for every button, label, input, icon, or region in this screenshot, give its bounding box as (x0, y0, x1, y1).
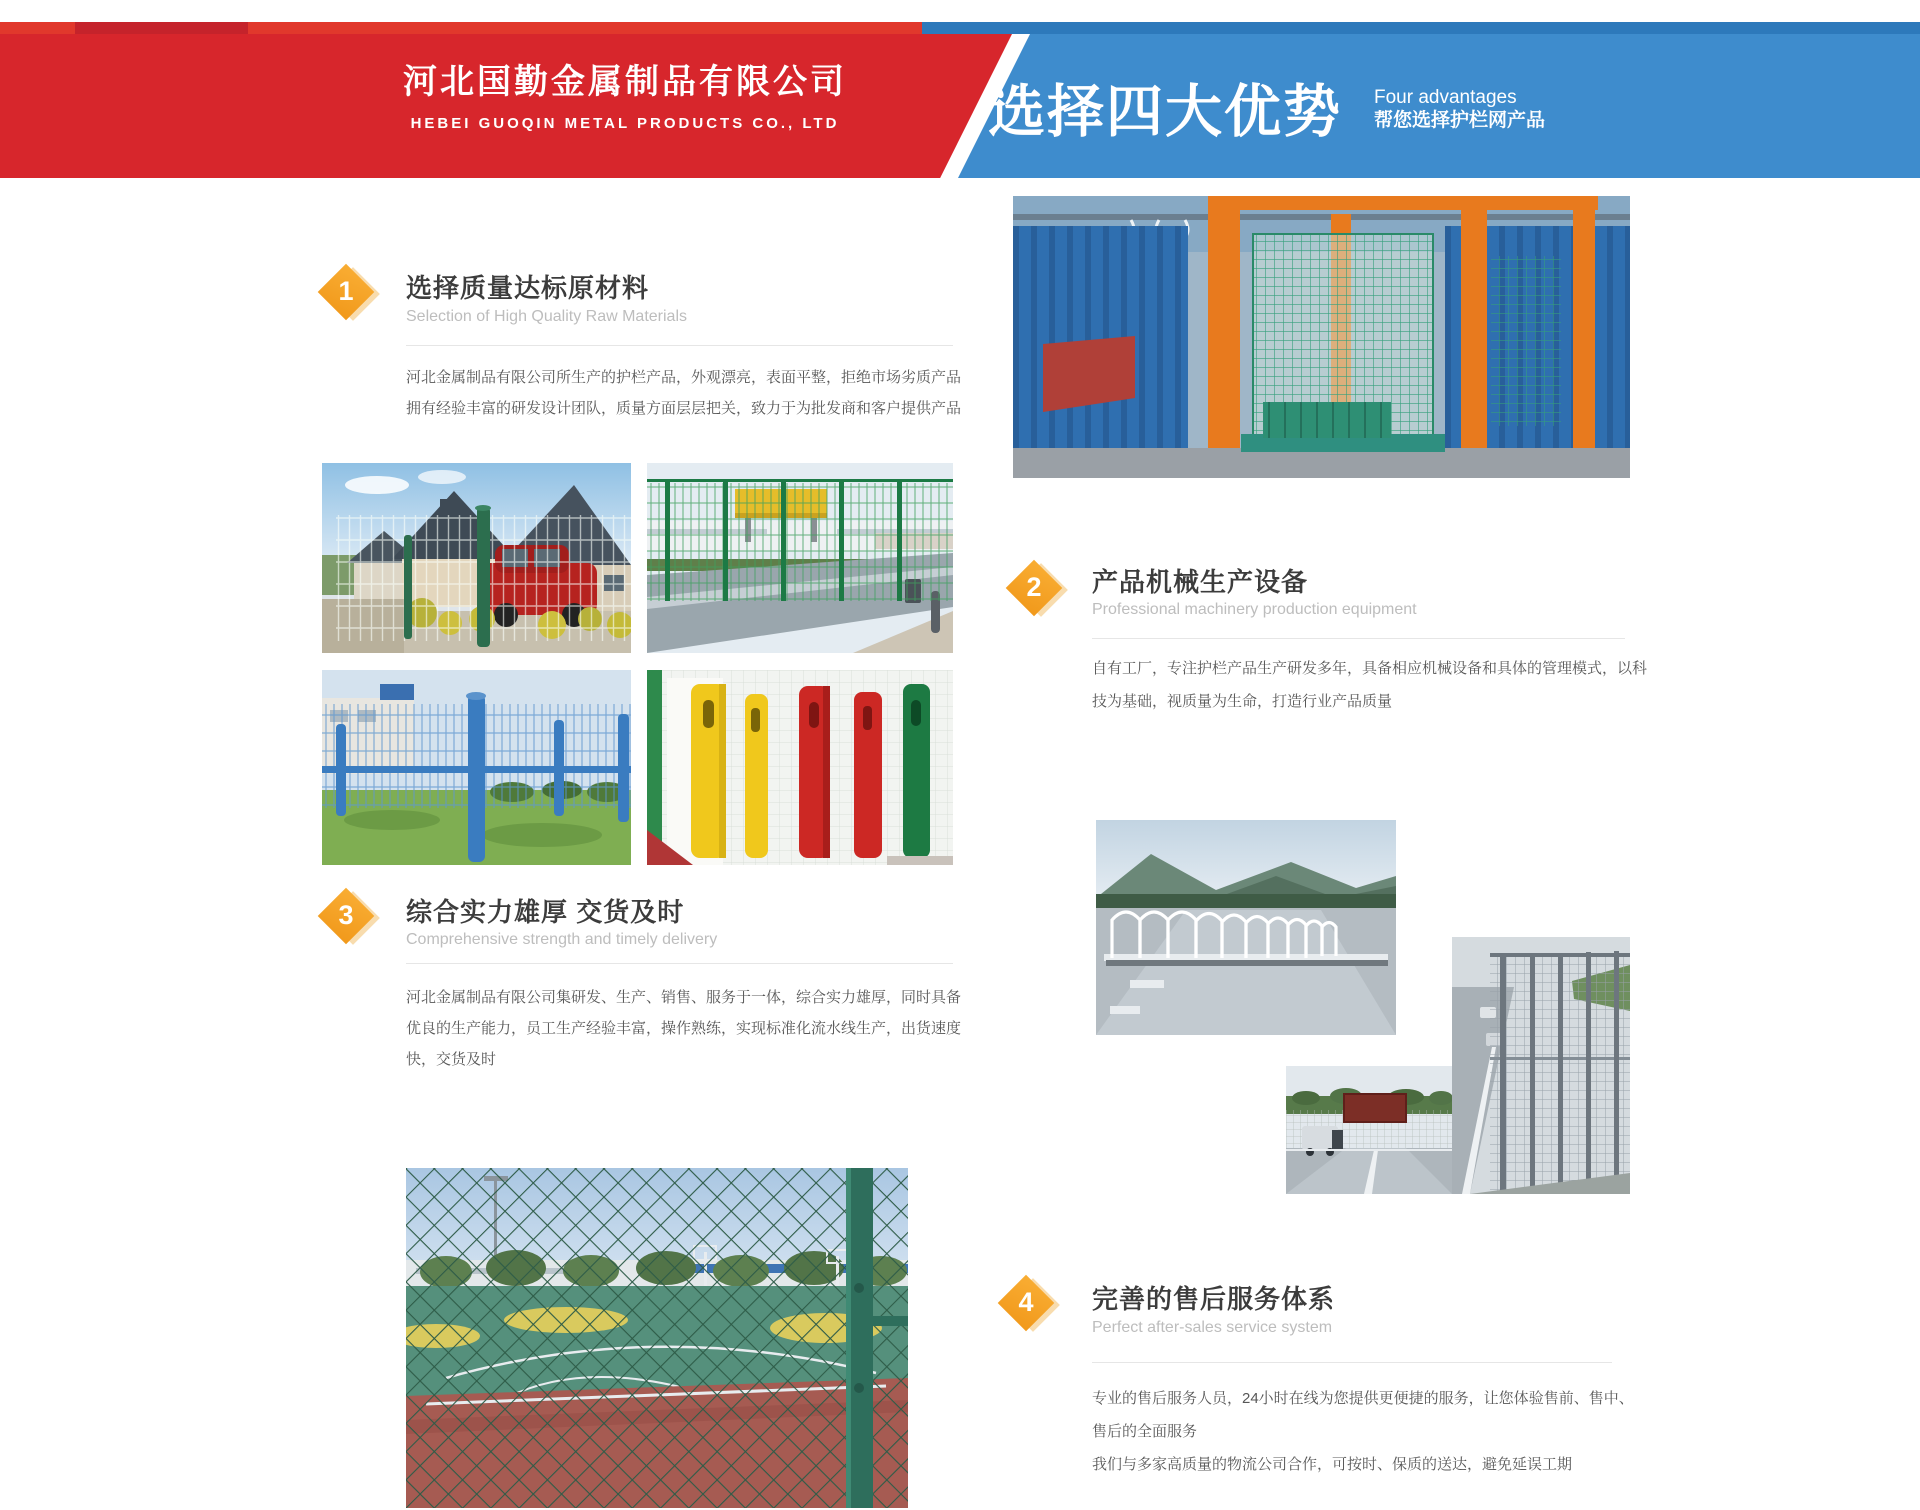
company-name-cn: 河北国勤金属制品有限公司 (403, 63, 847, 101)
advantage-2-number: 2 (1026, 572, 1042, 602)
section-1-paragraph (406, 362, 961, 424)
section-4-title: 完善的售后服务体系 (1092, 1284, 1336, 1314)
section-4-subtitle: Perfect after-sales service system (1092, 1319, 1333, 1336)
section-3-title: 综合实力雄厚 交货及时 (406, 897, 685, 927)
advantage-1-badge (318, 264, 374, 320)
section-3-paragraph (406, 982, 961, 1075)
section-2-title: 产品机械生产设备 (1092, 567, 1309, 597)
section-2-paragraph (1092, 652, 1647, 718)
paragraph-line: 河北金属制品有限公司所生产的护栏产品，外观漂亮，表面平整，拒绝市场劣质产品 (406, 369, 962, 386)
photo-highway-mesh-fence (1452, 937, 1630, 1194)
paragraph-line: 拥有经验丰富的研发设计团队，质量方面层层把关，致力于为批发商和客户提供产品 (406, 400, 962, 417)
banner-subtitle-cn: 帮您选择护栏网产品 (1374, 110, 1546, 131)
advantage-4-number: 4 (1018, 1287, 1034, 1317)
photo-sports-court-chainlink (406, 1168, 908, 1508)
company-block (330, 62, 920, 132)
paragraph-line: 优良的生产能力，员工生产经验丰富，操作熟练，实现标准化流水线生产，出货速度 (406, 1020, 962, 1037)
company-name-en: HEBEI GUOQIN METAL PRODUCTS CO., LTD (410, 115, 840, 132)
paragraph-line: 自有工厂，专注护栏产品生产研发多年，具备相应机械设备和具体的管理模式，以科 (1092, 660, 1648, 677)
paragraph-line: 我们与多家高质量的物流公司合作，可按时、保质的送达，避免延误工期 (1092, 1456, 1573, 1473)
banner-subtitle-en: Four advantages (1374, 87, 1517, 108)
section-1-title: 选择质量达标原材料 (406, 273, 650, 303)
photo-highway-billboard (1286, 1066, 1452, 1194)
section-4-paragraph (1092, 1382, 1634, 1481)
paragraph-line: 河北金属制品有限公司集研发、生产、销售、服务于一体，综合实力雄厚，同时具备 (406, 989, 962, 1006)
photo-highway-green-fence (647, 463, 953, 653)
advantage-3-number: 3 (338, 900, 354, 930)
section-4-divider (1092, 1362, 1612, 1363)
header-accent-strip-red (0, 22, 75, 34)
advantage-3-badge (318, 888, 374, 944)
banner-subtitle (1374, 86, 1545, 132)
section-1-divider (406, 345, 953, 346)
photo-colored-barrier-posts (647, 670, 953, 865)
section-2-subtitle: Professional machinery production equipment (1092, 601, 1417, 618)
paragraph-line: 快，交货及时 (406, 1051, 497, 1068)
advantage-1-number: 1 (338, 276, 354, 306)
paragraph-line: 售后的全面服务 (1092, 1423, 1198, 1440)
header-accent-strip-red2 (248, 22, 922, 34)
banner-title: 选择四大优势 (988, 80, 1342, 144)
header-accent-strip-darkred (75, 22, 248, 34)
photo-municipal-guardrail (1096, 820, 1396, 1035)
section-2-divider (1092, 638, 1625, 639)
section-3-divider (406, 963, 953, 964)
header-accent-strip-blue (922, 22, 1920, 34)
photo-factory-production (1013, 196, 1630, 478)
advantage-4-badge (998, 1275, 1054, 1331)
paragraph-line: 技为基础，视质量为生命，打造行业产品质量 (1092, 693, 1393, 710)
section-1-subtitle: Selection of High Quality Raw Materials (406, 308, 688, 325)
section-3-subtitle: Comprehensive strength and timely delivery (406, 931, 718, 948)
photo-residential-green-fence (322, 463, 631, 653)
photo-blue-fence-lawn (322, 670, 631, 865)
paragraph-line: 专业的售后服务人员，24小时在线为您提供更便捷的服务，让您体验售前、售中、 (1092, 1390, 1634, 1407)
advantage-2-badge (1006, 560, 1062, 616)
